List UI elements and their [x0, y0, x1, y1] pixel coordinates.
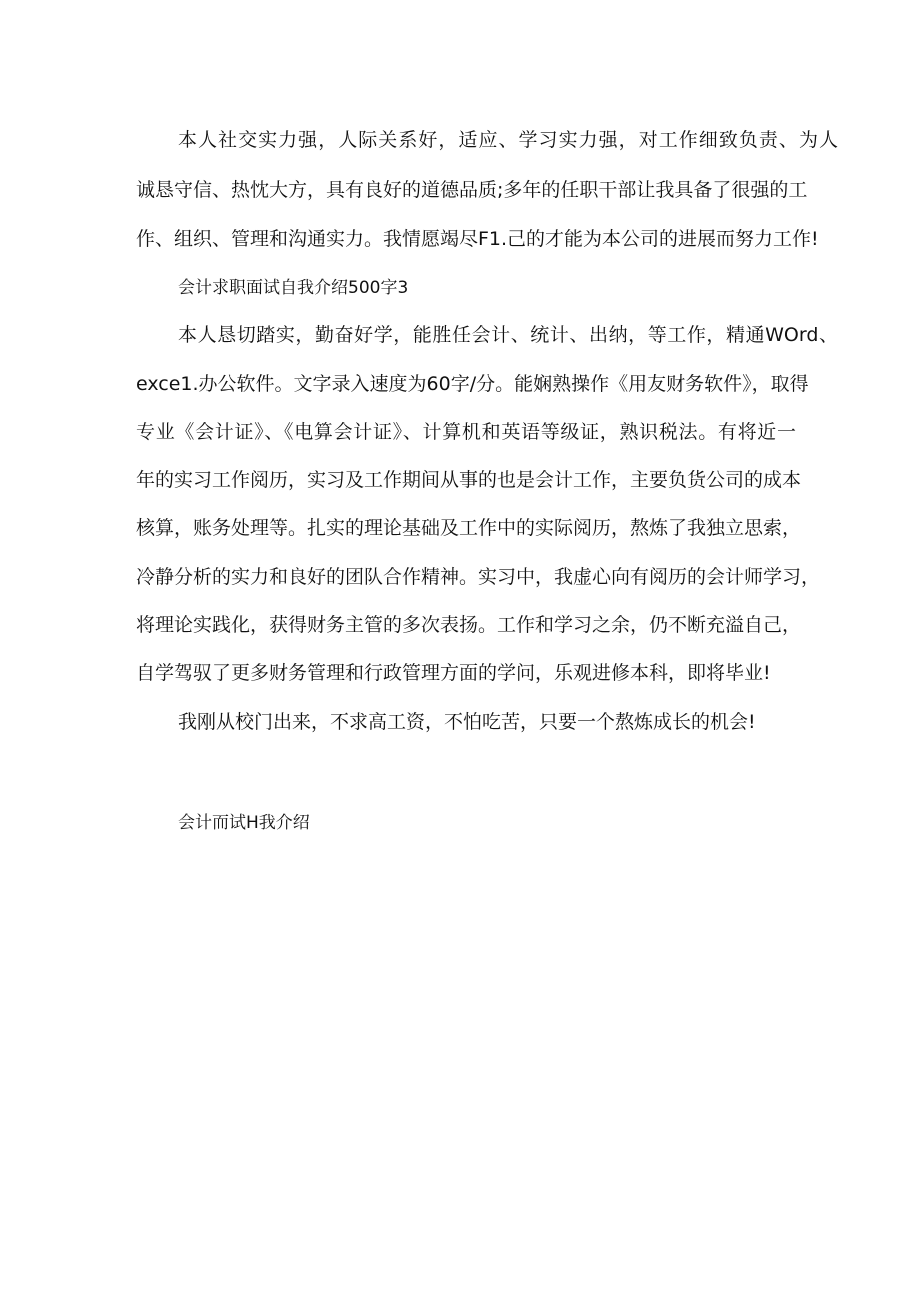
paragraph-3-line-1: 我刚从校门出来，不求高工资，不怕吃苦，只要一个熬炼成长的机会!: [178, 711, 756, 733]
paragraph-2-line-3: 专业《会计证》、《电算会计证》、计算机和英语等级证，熟识税法。有将近一: [136, 421, 796, 443]
paragraph-2-line-6: 冷静分析的实力和良好的团队合作精神。实习中，我虚心向有阅历的会计师学习，: [136, 566, 821, 588]
paragraph-2-line-8: 自学驾驭了更多财务管理和行政管理方面的学问，乐观进修本科，即将毕业!: [136, 662, 771, 684]
paragraph-2-line-5: 核算，账务处理等。扎实的理论基础及工作中的实际阅历，熬炼了我独立思索，: [136, 517, 802, 539]
paragraph-2-line-7: 将理论实践化，获得财务主管的多次表扬。工作和学习之余，仍不断充溢自己，: [136, 614, 802, 636]
paragraph-1-line-2: 诚恳守信、热忱大方，具有良好的道德品质;多年的任职干部让我具备了很强的工: [136, 179, 808, 201]
paragraph-1-line-1: 本人社交实力强，人际关系好，适应、学习实力强，对工作细致负责、为人: [178, 129, 838, 151]
paragraph-2-line-2: exce1.办公软件。文字录入速度为60字/分。能娴熟操作《用友财务软件》，取得: [136, 373, 809, 395]
paragraph-2-line-1: 本人恳切踏实，勤奋好学，能胜任会计、统计、出纳，等工作，精通WOrd、: [178, 324, 838, 346]
paragraph-2-line-4: 年的实习工作阅历，实习及工作期间从事的也是会计工作，主要负货公司的成本: [136, 469, 802, 491]
section-heading: 会计求职面试自我介绍500字3: [178, 278, 409, 298]
section-heading-2: 会计而试H我介绍: [178, 813, 310, 833]
paragraph-1-line-3: 作、组织、管理和沟通实力。我情愿竭尽F1.己的才能为本公司的进展而努力工作!: [136, 228, 819, 250]
